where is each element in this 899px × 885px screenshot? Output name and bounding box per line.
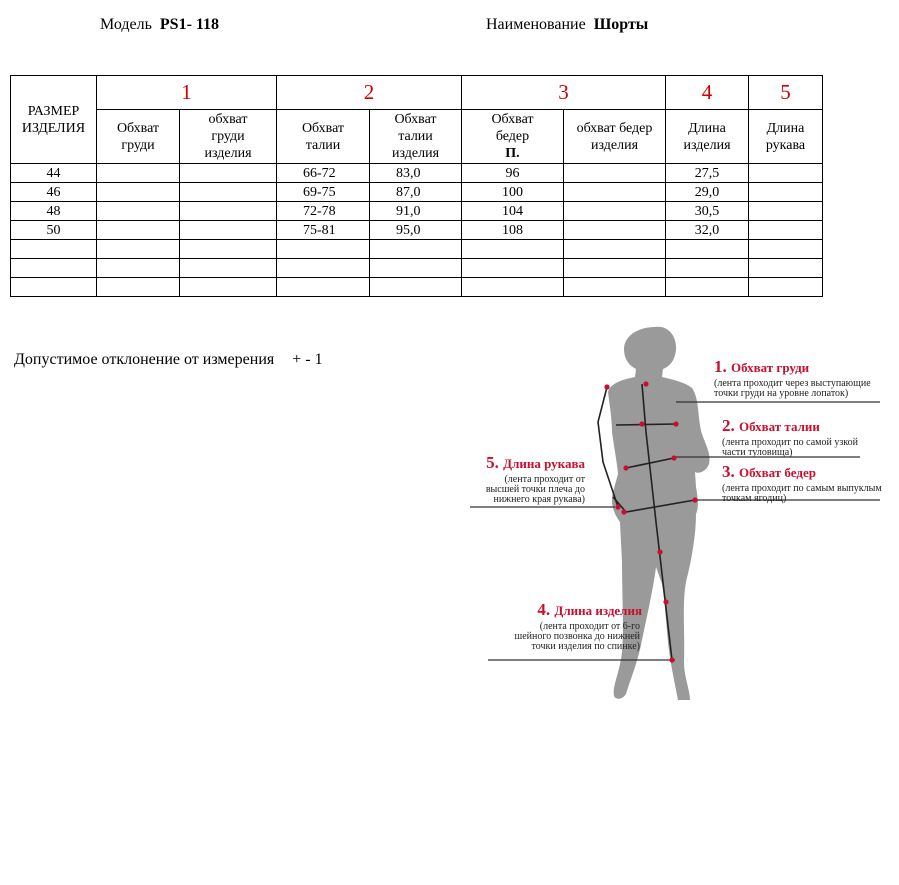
value-cell	[97, 221, 180, 240]
value-cell	[564, 183, 666, 202]
measure-number: 4.	[537, 600, 555, 619]
subheader-line: Длина	[766, 120, 805, 136]
value-cell	[180, 278, 277, 297]
value-cell: 83,0	[370, 164, 462, 183]
measure-point-dot	[623, 465, 628, 470]
subheader-line: П.	[505, 146, 520, 161]
value-cell	[564, 164, 666, 183]
value-cell	[370, 240, 462, 259]
subheader-line: обхват бедер	[576, 120, 653, 136]
value-cell	[564, 240, 666, 259]
value-cell	[370, 259, 462, 278]
measure-point-dot	[669, 657, 674, 662]
value-cell	[370, 278, 462, 297]
name-header	[486, 16, 648, 34]
group-number: 2	[277, 76, 462, 110]
measure-note: высшей точки плеча до	[485, 484, 585, 495]
subheader-line: груди	[121, 137, 155, 153]
subheader-line: изделия	[204, 146, 252, 161]
subheader-line: рукава	[765, 137, 806, 153]
measure-title	[722, 462, 816, 481]
value-cell	[749, 221, 823, 240]
subheader-line: обхват	[208, 112, 248, 127]
model-header	[100, 16, 219, 34]
measure-title-text: Длина изделия	[554, 603, 642, 618]
value-cell: 87,0	[370, 183, 462, 202]
measurement-figure	[470, 322, 890, 707]
subheader-line: Обхват	[116, 120, 160, 136]
column-subheader	[749, 110, 823, 164]
measure-point-dot	[604, 384, 609, 389]
measure-number: 3.	[722, 462, 739, 481]
measure-number: 1.	[714, 357, 731, 376]
measure-title-text: Обхват груди	[731, 360, 810, 375]
size-table	[10, 75, 823, 297]
value-cell: 100	[462, 183, 564, 202]
size-cell	[11, 240, 97, 259]
measure-point-dot	[639, 421, 644, 426]
value-cell: 108	[462, 221, 564, 240]
size-cell: 50	[11, 221, 97, 240]
column-subheader	[666, 110, 749, 164]
value-cell	[277, 278, 370, 297]
column-subheader	[97, 110, 180, 164]
measure-note: нижнего края рукава)	[493, 494, 585, 505]
measure-note: (лента проходит от 6-го	[539, 621, 640, 632]
value-cell: 32,0	[666, 221, 749, 240]
group-number: 1	[97, 76, 277, 110]
measure-title-text: Обхват бедер	[739, 465, 816, 480]
value-cell	[462, 259, 564, 278]
table-row	[11, 202, 823, 221]
subheader-line: Обхват	[394, 112, 437, 127]
measure-title	[486, 453, 585, 472]
measure-point-dot	[615, 504, 620, 509]
value-cell	[180, 164, 277, 183]
value-cell: 104	[462, 202, 564, 221]
value-cell: 30,5	[666, 202, 749, 221]
value-cell: 72-78	[277, 202, 370, 221]
measure-note: (лента проходит по самым выпуклым	[722, 483, 882, 494]
measure-title	[537, 600, 642, 619]
subheader-line: бедер	[495, 129, 530, 144]
size-cell: 44	[11, 164, 97, 183]
measure-note: точкам ягодиц)	[722, 493, 787, 504]
measure-point-dot	[643, 381, 648, 386]
tolerance-label: Допустимое отклонение от измерения	[14, 351, 275, 368]
group-number: 3	[462, 76, 666, 110]
size-column-header	[11, 76, 97, 164]
subheader-line: изделия	[590, 137, 639, 153]
value-cell: 91,0	[370, 202, 462, 221]
value-cell: 27,5	[666, 164, 749, 183]
subheader-line: талии	[305, 137, 341, 153]
name-value: Шорты	[593, 16, 649, 33]
measure-point-dot	[692, 497, 697, 502]
table-row	[11, 164, 823, 183]
table-row	[11, 259, 823, 278]
table-row	[11, 183, 823, 202]
table-row	[11, 278, 823, 297]
name-label: Наименование	[486, 16, 586, 33]
measure-point-dot	[673, 421, 678, 426]
column-subheader	[564, 110, 666, 164]
group-number: 4	[666, 76, 749, 110]
subheader-line: груди	[211, 129, 245, 144]
value-cell	[749, 240, 823, 259]
size-cell	[11, 278, 97, 297]
value-cell	[97, 202, 180, 221]
subheader-line: Обхват	[301, 120, 345, 136]
value-cell	[180, 183, 277, 202]
group-number: 5	[749, 76, 823, 110]
value-cell	[749, 202, 823, 221]
measure-number: 5.	[486, 453, 504, 472]
value-cell	[564, 259, 666, 278]
measure-note: точки изделия по спинке)	[531, 641, 640, 652]
value-cell	[749, 259, 823, 278]
value-cell	[180, 221, 277, 240]
value-cell	[462, 240, 564, 259]
value-cell: 29,0	[666, 183, 749, 202]
value-cell	[666, 278, 749, 297]
measure-note: (лента проходит от	[504, 474, 585, 485]
model-label: Модель	[100, 16, 152, 33]
size-header-line: РАЗМЕР	[27, 103, 80, 119]
column-subheader	[370, 110, 462, 164]
subheader-line: Обхват	[491, 112, 534, 127]
value-cell	[97, 278, 180, 297]
measure-point-dot	[671, 455, 676, 460]
value-cell: 66-72	[277, 164, 370, 183]
value-cell: 69-75	[277, 183, 370, 202]
measure-note: части туловища)	[722, 447, 793, 458]
measure-note: (лента проходит по самой узкой	[722, 437, 858, 448]
value-cell	[180, 259, 277, 278]
subheader-line: Длина	[688, 120, 726, 136]
value-cell	[277, 240, 370, 259]
column-subheader	[462, 110, 564, 164]
value-cell	[97, 183, 180, 202]
size-cell	[11, 259, 97, 278]
measure-note: шейного позвонка до нижней	[514, 631, 640, 642]
subheader-line: изделия	[683, 137, 731, 153]
value-cell	[462, 278, 564, 297]
measure-title-text: Длина рукава	[503, 456, 585, 471]
measure-title-text: Обхват талии	[739, 419, 820, 434]
measure-note: (лента проходит через выступающие	[714, 378, 871, 389]
measure-point-dot	[663, 599, 668, 604]
size-cell: 46	[11, 183, 97, 202]
value-cell	[749, 164, 823, 183]
measure-title	[714, 357, 810, 376]
value-cell	[180, 240, 277, 259]
tape-line	[616, 424, 676, 425]
table-row	[11, 240, 823, 259]
value-cell: 95,0	[370, 221, 462, 240]
model-value: PS1- 118	[159, 16, 220, 33]
value-cell	[97, 240, 180, 259]
value-cell: 75-81	[277, 221, 370, 240]
measure-point-dot	[621, 509, 626, 514]
value-cell	[564, 202, 666, 221]
size-cell: 48	[11, 202, 97, 221]
value-cell	[749, 183, 823, 202]
tolerance-value: + - 1	[292, 351, 323, 368]
value-cell	[666, 259, 749, 278]
column-subheader	[277, 110, 370, 164]
value-cell	[97, 164, 180, 183]
value-cell: 96	[462, 164, 564, 183]
value-cell	[97, 259, 180, 278]
subheader-line: изделия	[391, 146, 440, 161]
subheader-line: талии	[398, 129, 433, 144]
value-cell	[277, 259, 370, 278]
measure-number: 2.	[722, 416, 739, 435]
value-cell	[749, 278, 823, 297]
value-cell	[180, 202, 277, 221]
column-subheader	[180, 110, 277, 164]
measure-note: точки груди на уровне лопаток)	[714, 388, 849, 399]
size-header-line: ИЗДЕЛИЯ	[21, 120, 86, 136]
measure-point-dot	[657, 549, 662, 554]
measure-title	[722, 416, 820, 435]
value-cell	[666, 240, 749, 259]
value-cell	[564, 221, 666, 240]
value-cell	[564, 278, 666, 297]
tolerance-note	[14, 351, 323, 369]
table-row	[11, 221, 823, 240]
